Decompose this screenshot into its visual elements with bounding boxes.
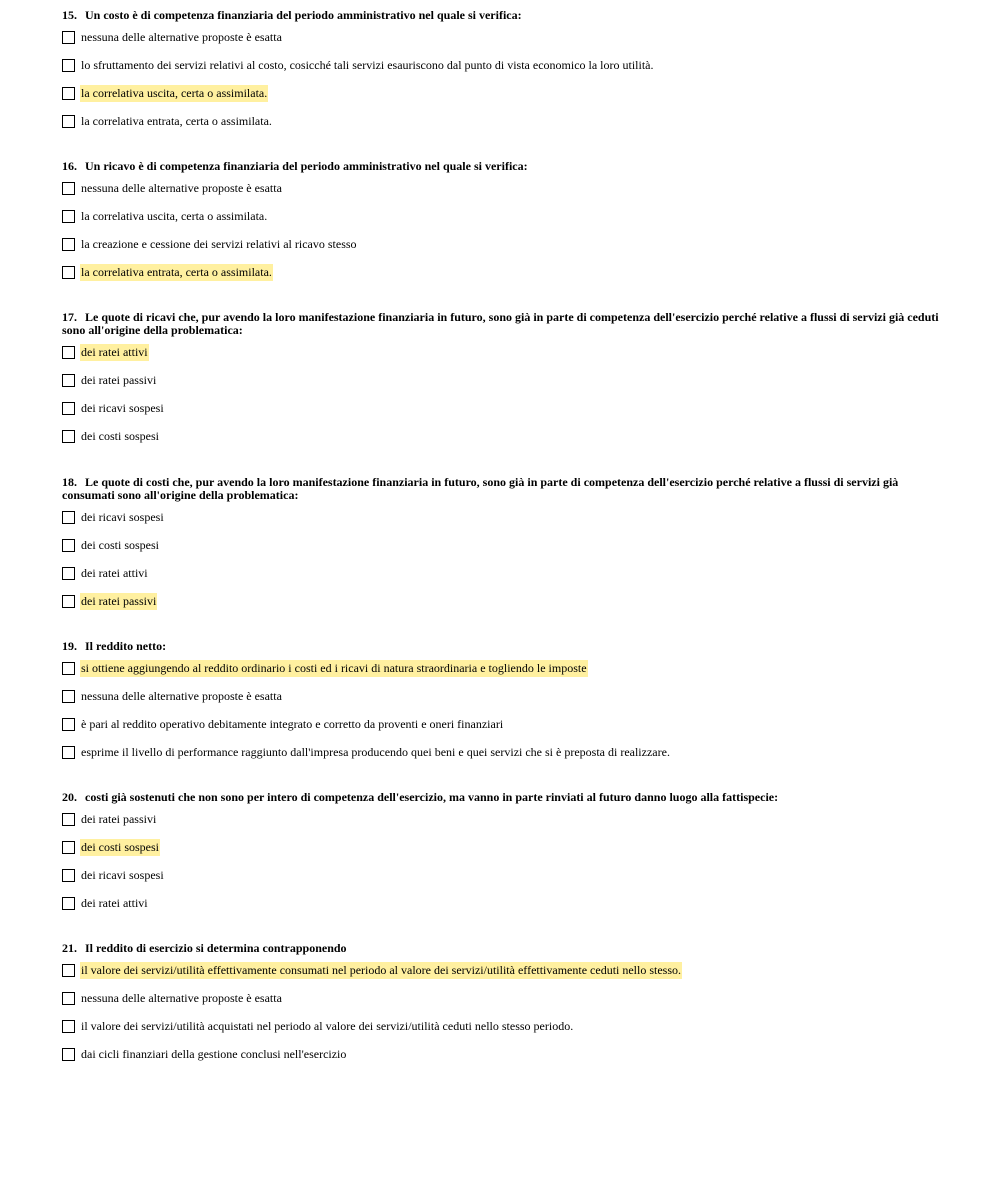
answer-checkbox[interactable]	[62, 992, 75, 1005]
question-title	[62, 640, 942, 653]
answer-checkbox[interactable]	[62, 1020, 75, 1033]
answer-checkbox[interactable]	[62, 869, 75, 882]
answer-checkbox[interactable]	[62, 266, 75, 279]
answer-checkbox[interactable]	[62, 31, 75, 44]
options-list	[62, 176, 942, 288]
question-text: Un ricavo è di competenza finanziaria del periodo amministrativo nel quale si verifica:	[85, 159, 528, 173]
answer-option[interactable]	[62, 807, 942, 835]
question-title	[62, 311, 942, 337]
answer-label: nessuna delle alternative proposte è esatta	[81, 181, 282, 195]
question-text: Le quote di ricavi che, pur avendo la loro manifestazione finanziaria in futuro, sono già in parte di competenza dell'esercizio perché relative a flussi di servizi già ceduti sono all'origine della problematica:	[62, 310, 939, 337]
question-text: Un costo è di competenza finanziaria del periodo amministrativo nel quale si verifica:	[85, 8, 522, 22]
answer-label-highlighted: dei costi sospesi	[81, 840, 159, 854]
answer-checkbox[interactable]	[62, 746, 75, 759]
answer-label-highlighted: dei ratei passivi	[81, 594, 157, 608]
answer-option[interactable]	[62, 958, 942, 986]
answer-checkbox[interactable]	[62, 115, 75, 128]
answer-option[interactable]	[62, 25, 942, 53]
answer-checkbox[interactable]	[62, 210, 75, 223]
question-20	[62, 791, 942, 919]
answer-option[interactable]	[62, 986, 942, 1014]
question-21	[62, 942, 942, 1070]
answer-checkbox[interactable]	[62, 346, 75, 359]
answer-option[interactable]	[62, 863, 942, 891]
answer-checkbox[interactable]	[62, 374, 75, 387]
answer-checkbox[interactable]	[62, 238, 75, 251]
question-title	[62, 942, 942, 955]
question-number: 18.	[62, 475, 77, 489]
answer-label: la correlativa uscita, certa o assimilata.	[81, 209, 268, 223]
options-list	[62, 25, 942, 137]
question-text: Il reddito di esercizio si determina contrapponendo	[85, 941, 347, 955]
answer-label: dei ratei passivi	[81, 812, 157, 826]
answer-checkbox[interactable]	[62, 511, 75, 524]
question-number: 20.	[62, 790, 77, 804]
answer-checkbox[interactable]	[62, 87, 75, 100]
answer-label: dei ratei attivi	[81, 566, 148, 580]
answer-option[interactable]	[62, 176, 942, 204]
question-title	[62, 160, 942, 173]
answer-option[interactable]	[62, 712, 942, 740]
answer-label: la creazione e cessione dei servizi relativi al ricavo stesso	[81, 237, 357, 251]
answer-option[interactable]	[62, 656, 942, 684]
answer-checkbox[interactable]	[62, 897, 75, 910]
answer-label: dei ratei attivi	[81, 896, 148, 910]
answer-option[interactable]	[62, 589, 942, 617]
answer-option[interactable]	[62, 740, 942, 768]
answer-checkbox[interactable]	[62, 567, 75, 580]
question-18	[62, 476, 942, 617]
answer-label: dei costi sospesi	[81, 429, 159, 443]
answer-checkbox[interactable]	[62, 964, 75, 977]
answer-option[interactable]	[62, 533, 942, 561]
answer-checkbox[interactable]	[62, 595, 75, 608]
answer-option[interactable]	[62, 561, 942, 589]
answer-label: lo sfruttamento dei servizi relativi al costo, cosicché tali servizi esauriscono dal punto di vista economico la loro utilità.	[81, 58, 654, 72]
answer-label: dai cicli finanziari della gestione conclusi nell'esercizio	[81, 1047, 347, 1061]
question-number: 21.	[62, 941, 77, 955]
answer-checkbox[interactable]	[62, 1048, 75, 1061]
answer-checkbox[interactable]	[62, 813, 75, 826]
answer-option[interactable]	[62, 396, 942, 424]
question-text: Il reddito netto:	[85, 639, 167, 653]
answer-label: la correlativa entrata, certa o assimilata.	[81, 114, 272, 128]
answer-label-highlighted: il valore dei servizi/utilità effettivamente consumati nel periodo al valore dei servizi/utilità effettivamente ceduti nello stesso.	[81, 963, 682, 977]
answer-option[interactable]	[62, 505, 942, 533]
options-list	[62, 505, 942, 617]
question-text: costi già sostenuti che non sono per intero di competenza dell'esercizio, ma vanno in parte rinviati al futuro danno luogo alla fattispecie:	[85, 790, 779, 804]
question-16	[62, 160, 942, 288]
question-title	[62, 791, 942, 804]
answer-label: dei ratei passivi	[81, 373, 157, 387]
answer-label: il valore dei servizi/utilità acquistati nel periodo al valore dei servizi/utilità ceduti nello stesso periodo.	[81, 1019, 574, 1033]
question-title	[62, 476, 942, 502]
answer-option[interactable]	[62, 81, 942, 109]
answer-checkbox[interactable]	[62, 430, 75, 443]
answer-option[interactable]	[62, 1042, 942, 1070]
options-list	[62, 807, 942, 919]
answer-checkbox[interactable]	[62, 662, 75, 675]
question-17	[62, 311, 942, 452]
answer-label: esprime il livello di performance raggiunto dall'impresa producendo quei beni e quei servizi che si è preposta di realizzare.	[81, 745, 670, 759]
answer-label-highlighted: la correlativa entrata, certa o assimilata.	[81, 265, 272, 279]
question-number: 16.	[62, 159, 77, 173]
answer-label-highlighted: la correlativa uscita, certa o assimilata.	[81, 86, 268, 100]
question-number: 19.	[62, 639, 77, 653]
question-title	[62, 9, 942, 22]
answer-checkbox[interactable]	[62, 539, 75, 552]
answer-checkbox[interactable]	[62, 402, 75, 415]
answer-label: nessuna delle alternative proposte è esatta	[81, 689, 282, 703]
options-list	[62, 958, 942, 1070]
answer-option[interactable]	[62, 835, 942, 863]
answer-label: dei ricavi sospesi	[81, 868, 164, 882]
answer-option[interactable]	[62, 368, 942, 396]
options-list	[62, 340, 942, 452]
answer-label: dei ricavi sospesi	[81, 401, 164, 415]
question-text: Le quote di costi che, pur avendo la loro manifestazione finanziaria in futuro, sono già in parte di competenza dell'esercizio perché relative a flussi di servizi già consumati sono all'origine della problematica:	[62, 475, 899, 502]
answer-label: dei costi sospesi	[81, 538, 159, 552]
answer-option[interactable]	[62, 684, 942, 712]
answer-option[interactable]	[62, 424, 942, 452]
answer-label: nessuna delle alternative proposte è esatta	[81, 991, 282, 1005]
answer-option[interactable]	[62, 109, 942, 137]
answer-checkbox[interactable]	[62, 59, 75, 72]
answer-checkbox[interactable]	[62, 690, 75, 703]
question-19	[62, 640, 942, 768]
question-number: 17.	[62, 310, 77, 324]
answer-option[interactable]	[62, 204, 942, 232]
answer-option[interactable]	[62, 260, 942, 288]
options-list	[62, 656, 942, 768]
answer-option[interactable]	[62, 340, 942, 368]
answer-option[interactable]	[62, 53, 942, 81]
answer-label-highlighted: si ottiene aggiungendo al reddito ordinario i costi ed i ricavi di natura straordinaria e togliendo le imposte	[81, 661, 587, 675]
answer-option[interactable]	[62, 232, 942, 260]
answer-checkbox[interactable]	[62, 718, 75, 731]
question-number: 15.	[62, 8, 77, 22]
answer-label: nessuna delle alternative proposte è esatta	[81, 30, 282, 44]
answer-option[interactable]	[62, 1014, 942, 1042]
answer-option[interactable]	[62, 891, 942, 919]
answer-label: dei ricavi sospesi	[81, 510, 164, 524]
question-15	[62, 9, 942, 137]
answer-label: è pari al reddito operativo debitamente integrato e corretto da proventi e oneri finanziari	[81, 717, 504, 731]
answer-checkbox[interactable]	[62, 182, 75, 195]
answer-checkbox[interactable]	[62, 841, 75, 854]
answer-label-highlighted: dei ratei attivi	[81, 345, 148, 359]
